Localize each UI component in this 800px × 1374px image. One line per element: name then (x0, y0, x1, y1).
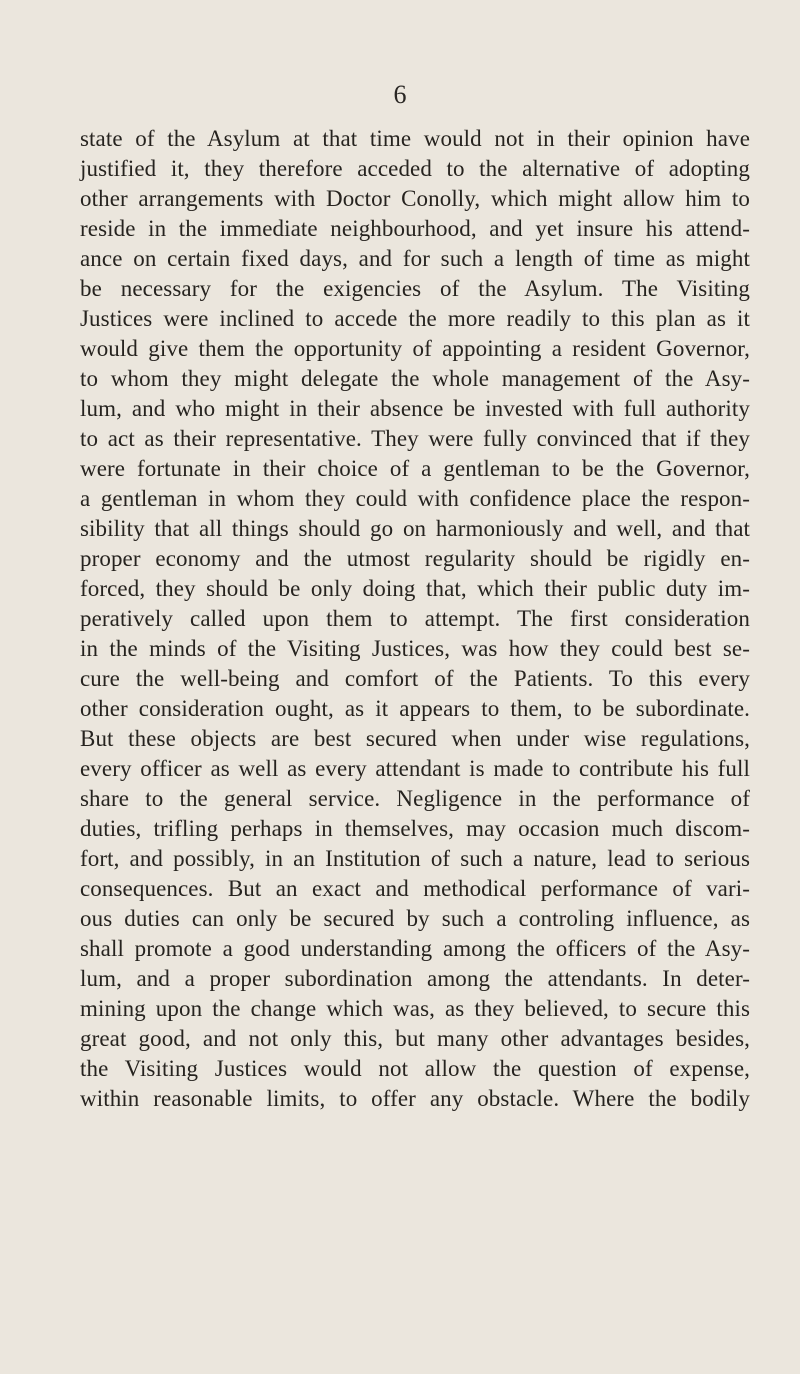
text-line: reside in the immediate neighbourhood, and yet insure his attend- (80, 216, 750, 241)
text-line: But these objects are best secured when under wise regulations, (80, 726, 750, 751)
text-line: cure the well-being and comfort of the Patients. To this every (80, 666, 750, 691)
text-line: to whom they might delegate the whole management of the Asy- (80, 366, 750, 391)
text-line: peratively called upon them to attempt. The first consideration (80, 606, 750, 631)
text-line: Justices were inclined to accede the more readily to this plan as it (80, 306, 750, 331)
text-line: other arrangements with Doctor Conolly, which might allow him to (80, 186, 750, 211)
text-line: proper economy and the utmost regularity should be rigidly en- (80, 546, 750, 571)
text-line: be necessary for the exigencies of the Asylum. The Visiting (80, 276, 750, 301)
text-line: the Visiting Justices would not allow the question of expense, (80, 1056, 750, 1081)
text-line: justified it, they therefore acceded to the alternative of adopting (80, 156, 750, 181)
text-line: lum, and who might in their absence be invested with full authority (80, 396, 750, 421)
text-line: forced, they should be only doing that, which their public duty im- (80, 576, 750, 601)
text-line: in the minds of the Visiting Justices, was how they could best se- (80, 636, 750, 661)
text-line: consequences. But an exact and methodical performance of vari- (80, 876, 750, 901)
body-text (80, 124, 750, 1114)
text-line: ance on certain fixed days, and for such a length of time as might (80, 246, 750, 271)
text-line: were fortunate in their choice of a gentleman to be the Governor, (80, 456, 750, 481)
text-line: duties, trifling perhaps in themselves, may occasion much discom- (80, 816, 750, 841)
page-number: 6 (393, 80, 407, 109)
text-line: lum, and a proper subordination among the attendants. In deter- (80, 966, 750, 991)
text-line: a gentleman in whom they could with confidence place the respon- (80, 486, 750, 511)
text-line: shall promote a good understanding among the officers of the Asy- (80, 936, 750, 961)
text-line: fort, and possibly, in an Institution of such a nature, lead to serious (80, 846, 750, 871)
text-line: sibility that all things should go on harmoniously and well, and that (80, 516, 750, 541)
text-line: state of the Asylum at that time would not in their opinion have (80, 126, 750, 151)
text-line: great good, and not only this, but many other advantages besides, (80, 1026, 750, 1051)
text-line: share to the general service. Negligence in the performance of (80, 786, 750, 811)
text-line: to act as their representative. They were fully convinced that if they (80, 426, 750, 451)
text-line: would give them the opportunity of appointing a resident Governor, (80, 336, 750, 361)
text-line: within reasonable limits, to offer any obstacle. Where the bodily (80, 1086, 750, 1111)
text-line: ous duties can only be secured by such a controling influence, as (80, 906, 750, 931)
text-line: every officer as well as every attendant is made to contribute his full (80, 756, 750, 781)
text-line: mining upon the change which was, as they believed, to secure this (80, 996, 750, 1021)
text-line: other consideration ought, as it appears to them, to be subordinate. (80, 696, 750, 721)
